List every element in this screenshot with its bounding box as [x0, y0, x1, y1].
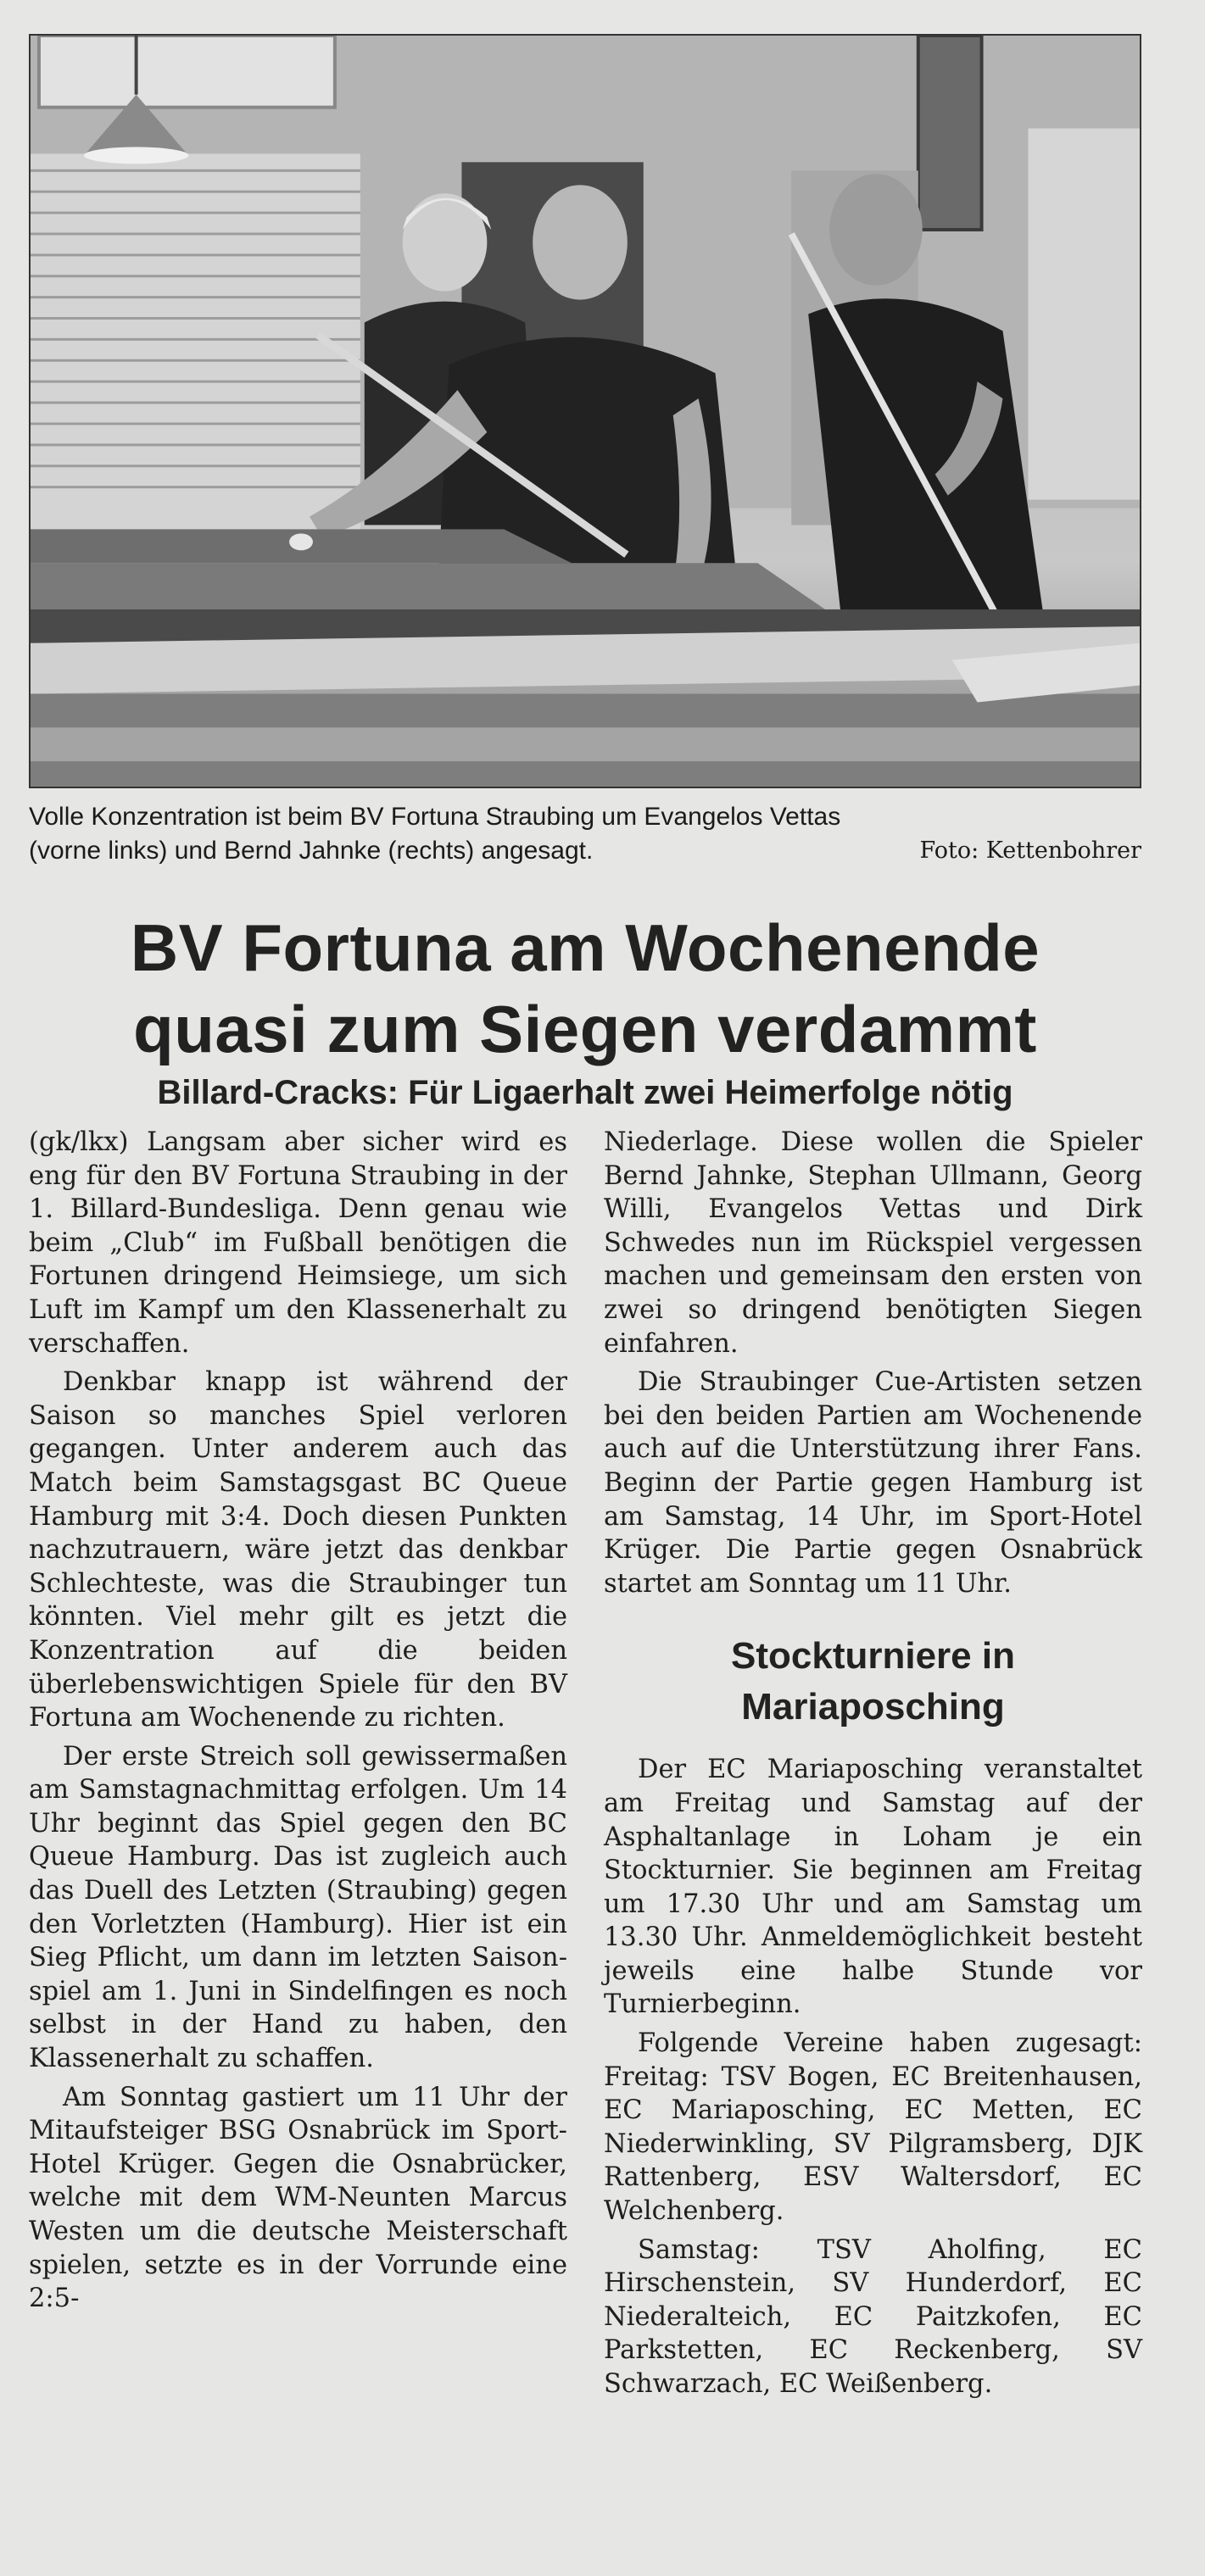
subheadline: Billard-Cracks: Für Ligaerhalt zwei Heimerfolge nötig [157, 1074, 1013, 1111]
article-paragraph: Am Sonntag gastiert um 11 Uhr der Mitaufsteiger BSG Osnabrück im Sport-Hotel Krüger. Gegen die Osnabrücker, welche mit dem WM-Neunten Marcus Westen um die deutsche Meisterschaft spielen, setzte es in der Vorrunde eine 2:5- [29, 2082, 567, 2314]
caption-line-1: Volle Konzentration ist beim BV Fortuna Straubing um Evangelos Vettas [29, 803, 841, 831]
photo-caption [29, 800, 1141, 868]
side-heading-line-1: Stockturniere in [731, 1635, 1015, 1677]
caption-line-2: (vorne links) und Bernd Jahnke (rechts) angesagt. [29, 837, 594, 865]
headline-line-1: BV Fortuna am Wochenende [130, 910, 1040, 985]
photo-illustration [31, 36, 1140, 787]
article-paragraph: Der erste Streich soll gewissermaßen am Samstagnachmittag erfolgen. Um 14 Uhr beginnt das Spiel gegen den BC Queue Hamburg. Das ist zugleich auch das Duell des Letzten (Straubing) gegen den Vorletzten (Hamburg). Hier ist ein Sieg Pflicht, um dann im letzten Saisonspiel am 1. Juni in Sindelfingen es noch selbst in der Hand zu haben, den Klassenerhalt zu schaffen. [29, 1741, 567, 2074]
article-column-left [29, 1126, 567, 2321]
side-article-paragraph: Der EC Mariaposching veranstaltet am Freitag und Samstag auf der Asphaltanlage in Loham je ein Stockturnier. Sie beginnen am Freitag um 17.30 Uhr und am Samstag um 13.30 Uhr. Anmeldemöglichkeit besteht jeweils eine halbe Stunde vor Turnierbeginn. [604, 1755, 1142, 2020]
article-paragraph: Niederlage. Diese wollen die Spieler Bernd Jahnke, Stephan Ullmann, Georg Willi, Evangelos Vettas und Dirk Schwedes nun im Rückspiel vergessen machen und gemeinsam den ersten von zwei so dringend benötigten Siegen einfahren. [604, 1127, 1142, 1359]
caption-line-2-row [29, 834, 1141, 868]
photo-billiard-players [29, 34, 1141, 788]
photo-credit: Foto: Kettenbohrer [919, 837, 1141, 864]
article-paragraph: Die Straubinger Cue-Artisten setzen bei den beiden Partien am Wochenende auch auf die Unterstützung ihrer Fans. Beginn der Partie gegen Hamburg ist am Samstag, 14 Uhr, im Sport-Hotel Krüger. Die Partie gegen Osnabrück startet am Sonntag um 11 Uhr. [604, 1367, 1142, 1599]
side-article-paragraph: Samstag: TSV Aholfing, EC Hirschenstein, SV Hunderdorf, EC Niederalteich, EC Paitzkofen, EC Parkstetten, EC Reckenberg, SV Schwarzach, EC Weißenberg. [604, 2234, 1142, 2399]
headline [29, 907, 1141, 1070]
side-heading-line-2: Mariaposching [741, 1686, 1005, 1728]
article-paragraph: Denkbar knapp ist während der Saison so manches Spiel verloren gegangen. Unter anderem auch das Match beim Samstagsgast BC Queue Hamburg mit 3:4. Doch diesen Punkten nachzutrauern, wäre jetzt das denkbar Schlechteste, was die Straubinger tun könnten. Viel mehr gilt es jetzt die Konzentration auf die beiden überlebenswichtigen Spiele für den BV Fortuna am Wochenende zu richten. [29, 1367, 567, 1733]
side-article-paragraph: Folgende Vereine haben zugesagt: Freitag: TSV Bogen, EC Breitenhausen, EC Mariaposching, EC Metten, EC Niederwinkling, SV Pilgramsberg, DJK Rattenberg, ESV Waltersdorf, EC Welchenberg. [604, 2028, 1142, 2227]
article-column-right [604, 1126, 1142, 2406]
headline-line-2: quasi zum Siegen verdammt [133, 992, 1037, 1066]
side-article-heading [604, 1631, 1142, 1733]
article-paragraph: (gk/lkx) Langsam aber sicher wird es eng für den BV Fortuna Straubing in der 1. Billard-Bundesliga. Denn genau wie beim „Club“ im Fußball benötigen die Fortunen dringend Heimsiege, um sich Luft im Kampf um den Klassenerhalt zu verschaffen. [29, 1127, 567, 1359]
